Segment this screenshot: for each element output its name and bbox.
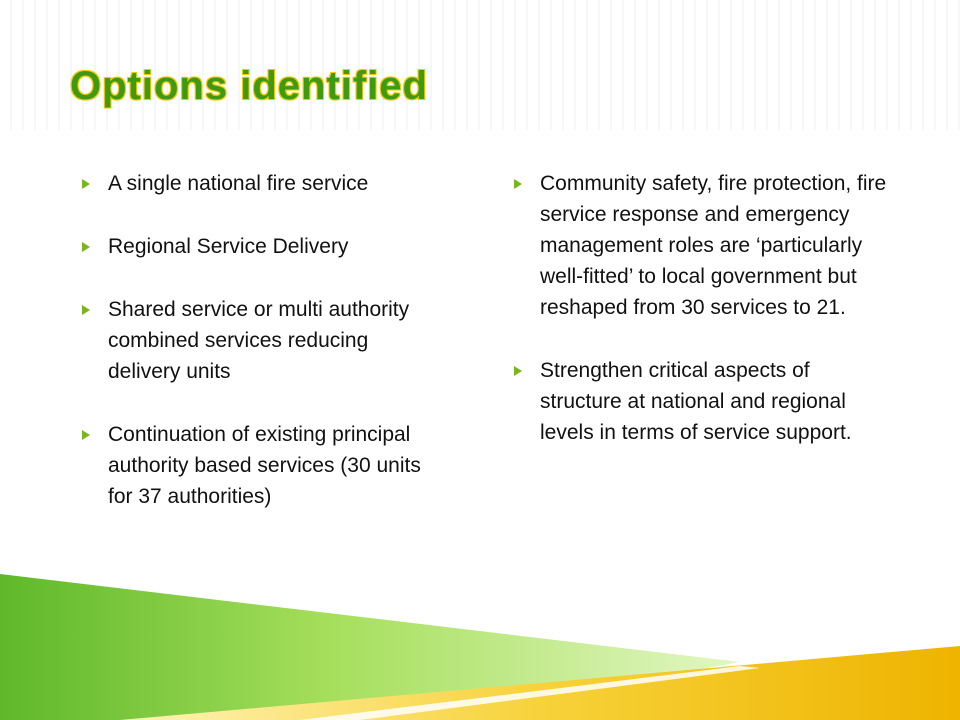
list-item xyxy=(82,419,442,512)
list-item xyxy=(514,168,894,323)
triangle-right-icon xyxy=(82,305,90,315)
bullet-text: Shared service or multi authority combined services reducing delivery units xyxy=(108,298,410,383)
list-item xyxy=(82,231,442,262)
bullet-text: Continuation of existing principal authority based services (30 units for 37 authorities) xyxy=(108,423,421,508)
triangle-right-icon xyxy=(82,242,90,252)
right-column xyxy=(514,168,894,448)
list-item xyxy=(82,294,442,387)
bullet-text: Regional Service Delivery xyxy=(108,235,349,258)
triangle-right-icon xyxy=(514,366,522,376)
triangle-right-icon xyxy=(82,179,90,189)
left-column xyxy=(82,168,442,512)
slide-title: Options identified xyxy=(70,64,428,108)
bullet-text: Community safety, fire protection, fire service response and emergency management roles are ‘particularly well-fitted’ to local government but reshaped from 30 services to 21. xyxy=(540,172,887,319)
bottom-decoration xyxy=(0,570,960,720)
bullet-text: A single national fire service xyxy=(108,172,369,195)
list-item xyxy=(82,168,442,199)
triangle-right-icon xyxy=(514,179,522,189)
list-item xyxy=(514,355,894,448)
bullet-text: Strengthen critical aspects of structure at national and regional levels in terms of service support. xyxy=(540,359,852,444)
triangle-right-icon xyxy=(82,430,90,440)
